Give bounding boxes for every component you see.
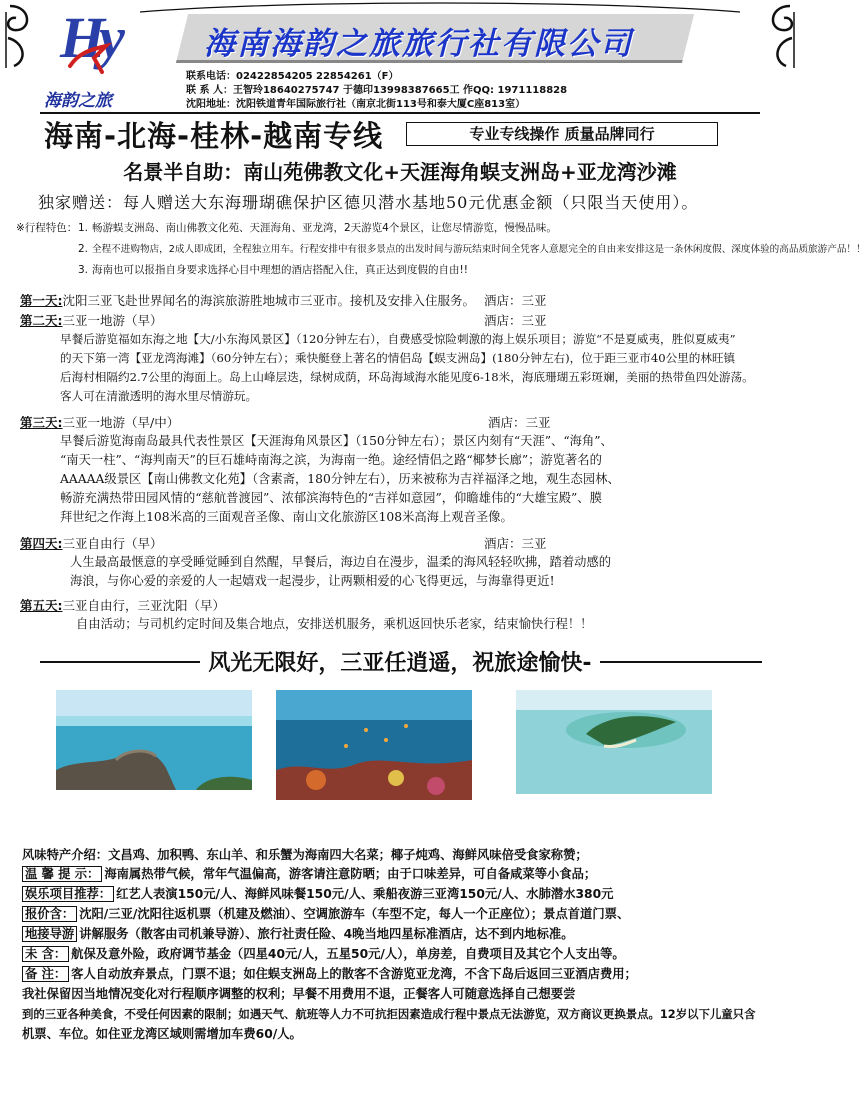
day-4: 第四天:三亚自由行（早） [20, 536, 163, 551]
guide-line: 地接导游 讲解服务（散客由司机兼导游）、旅行社责任险、4晚当地四星标准酒店，达不到内地标准。 [22, 925, 792, 945]
photo-coral-reef [276, 690, 472, 800]
corner-swirl-right-icon [738, 2, 798, 72]
logo-text: 海韵之旅 [44, 91, 112, 111]
day-3-hotel: 酒店：三亚 [488, 415, 551, 430]
phone-line: 联系电话：02422854205 22854261（F） [186, 71, 399, 82]
gift-line: 独家赠送：每人赠送大东海珊瑚礁保护区德贝潜水基地50元优惠金额（只限当天使用）。 [38, 193, 699, 212]
corner-swirl-left-icon [2, 2, 62, 72]
remark-line: 备 注： 客人自动放弃景点，门票不退；如住蜈支洲岛上的散客不含游览亚龙湾，不含下岛后返回三亚酒店费用； [22, 965, 792, 985]
remark-line-3: 到的三亚各种美食，不受任何因素的限制；如遇天气、航班等人力不可抗拒因素造成行程中景点无法游览，双方商议更换景点。12岁以下儿童只含 [22, 1007, 756, 1021]
day-2-hotel: 酒店：三亚 [484, 313, 547, 328]
day-5-details: 自由活动；与司机约定时间及集合地点，安排送机服务，乘机返回快乐老家，结束愉快行程！！ [76, 617, 593, 631]
day-5: 第五天:三亚自由行，三亚沈阳（早） [20, 598, 226, 613]
route-subtitle: 名景半自助：南山苑佛教文化+天涯海角蜈支洲岛+亚龙湾沙滩 [123, 160, 677, 184]
dancer-logo-icon [68, 44, 108, 74]
corner-swirl-top-icon [140, 0, 740, 14]
excludes-line: 未 含： 航保及意外险，政府调节基金（四星40元/人，五星50元/人），单房差，自费项目及其它个人支出等。 [22, 945, 792, 965]
day-3: 第三天:三亚一地游（早/中） [20, 415, 180, 430]
day-1: 第一天:沈阳三亚飞赴世界闻名的海滨旅游胜地城市三亚市。接机及安排入住服务。 [20, 293, 476, 308]
day-3-details: 早餐后游览海南岛最具代表性景区【天涯海角风景区】（150分钟左右）；景区内刻有“天涯”、“海角”、 “南天一柱”、“海判南天”的巨石雄峙南海之滨，为海南一绝。途经情侣之路“椰梦长廊”；游览著名的 AAAAA级景区【南山佛教文化苑】（含素斋，180分钟左右），历来被称为吉祥福泽之地，观生态园林、 畅游充满热带田园风情的“慈航普渡园”、浓郁滨海特色的“吉祥如意园”，仰瞻雄伟的“大雄宝殿”、膜 拜世纪之作海上108米高的三面观音圣像、南山文化旅游区108米高海上观音圣像。 [60, 434, 620, 524]
features-notes: ※行程特色：1. 畅游蜈支洲岛、南山佛教文化苑、天涯海角、亚龙湾，2天游览4个景区，让您尽情游览，慢慢品味。 2. 全程不进购物店，2成人即成团，全程独立用车。行程安排中有很多景点的出发时间与游玩结束时间全凭客人意愿完全的自由来安排这是一条休闲度假、深度体验的高品质旅游产品！！ 3. 海南也可以报指自身要求选择心目中理想的酒店搭配入住，真正达到度假的自由!! [16, 222, 866, 276]
remark-line-4: 机票、车位。如住亚龙湾区域则需增加车费60/人。 [22, 1027, 302, 1041]
photo-island-aerial [516, 690, 712, 794]
address-line: 沈阳地址：沈阳铁道青年国际旅行社（南京北街113号和泰大厦C座813室） [186, 99, 526, 110]
photo-coast-rocks [56, 690, 252, 790]
entertainment-line: 娱乐项目推荐： 红艺人表演150元/人、海鲜风味餐150元/人、乘船夜游三亚湾150元/人、水肺潜水380元 [22, 885, 792, 905]
day-4-details: 人生最高最惬意的享受睡觉睡到自然醒，早餐后，海边自在漫步，温柔的海风轻轻吹拂，踏着动感的 海浪，与你心爱的亲爱的人一起嬉戏一起漫步，让两颗相爱的心飞得更远，与海靠得更近! [70, 555, 612, 588]
logo-letters: Hy [60, 5, 119, 70]
company-name: 海南海韵之旅旅行社有限公司 [204, 26, 633, 62]
route-title: 海南-北海-桂林-越南专线 [44, 119, 384, 153]
tagline-box: 专业专线操作 质量品牌同行 [406, 122, 718, 146]
food-line: 风味特产介绍：文昌鸡、加积鸭、东山羊、和乐蟹为海南四大名菜；椰子炖鸡、海鲜风味倍受食家称赞； [22, 848, 588, 862]
contact-line: 联 系 人：王智玲18640275747 于德印13998387665工 作QQ: 1971118828 [186, 85, 568, 96]
remark-line-2: 我社保留因当地情况变化对行程顺序调整的权利；早餐不用费用不退，正餐客人可随意选择自己想要尝 [22, 987, 576, 1001]
day-2: 第二天:三亚一地游（早） [20, 313, 163, 328]
slogan: 风光无限好，三亚任逍遥，祝旅途愉快- [208, 651, 592, 676]
day-2-details: 早餐后游览福如东海之地【大/小东海风景区】（120分钟左右），自费感受惊险刺激的海上娱乐项目；游览“不是夏威夷，胜似夏威夷” 的天下第一湾【亚龙湾海滩】（60分钟左右）；乘快艇登上著名的情侣岛【蜈支洲岛】(180分钟左右)，位于距三亚市40公里的林旺镇 后海村相隔约2.7公里的海面上。岛上山峰层迭，绿树成荫，环岛海域海水能见度6-18米，海底珊瑚五彩斑斓，美丽的热带鱼四处游荡。 客人可在清澈透明的海水里尽情游玩。 [60, 332, 754, 403]
price-includes-line: 报价含： 沈阳/三亚/沈阳往返机票（机建及燃油）、空调旅游车（车型不定，每人一个正座位）；景点首道门票、 [22, 905, 792, 925]
day-1-hotel: 酒店：三亚 [484, 293, 547, 308]
day-4-hotel: 酒店：三亚 [484, 536, 547, 551]
warm-tip-line: 温 馨 提 示： 海南属热带气候，常年气温偏高，游客请注意防晒；由于口味差异，可自备咸菜等小食品； [22, 865, 792, 885]
